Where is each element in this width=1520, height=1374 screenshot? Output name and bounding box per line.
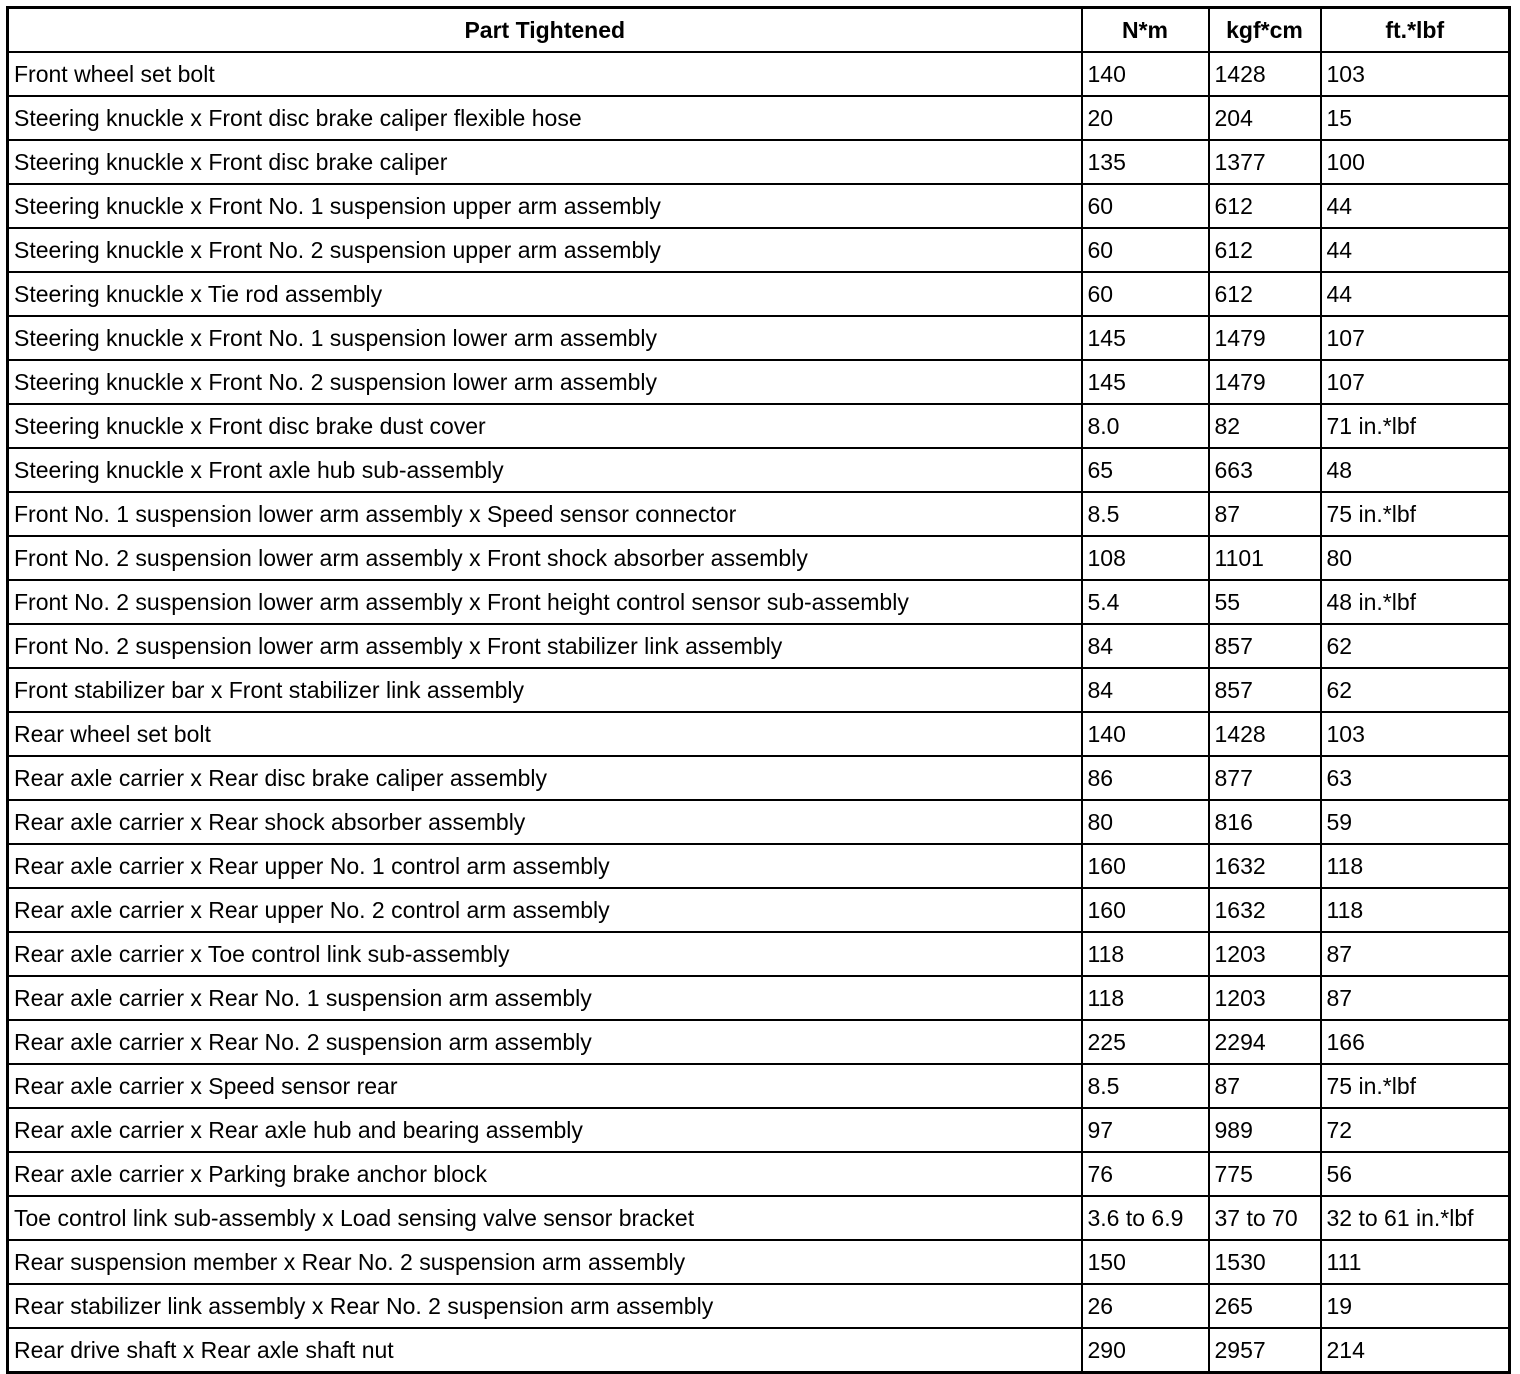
- table-row: [8, 492, 1510, 536]
- cell-ft-lbf: 118: [1321, 888, 1510, 932]
- table-row: [8, 96, 1510, 140]
- cell-newton-meters: 80: [1082, 800, 1209, 844]
- cell-kgf-cm: 857: [1209, 668, 1321, 712]
- table-row: [8, 668, 1510, 712]
- table-row: [8, 1064, 1510, 1108]
- cell-part-tightened: Front No. 2 suspension lower arm assembly x Front stabilizer link assembly: [8, 624, 1082, 668]
- cell-kgf-cm: 2294: [1209, 1020, 1321, 1064]
- cell-part-tightened: Toe control link sub-assembly x Load sensing valve sensor bracket: [8, 1196, 1082, 1240]
- cell-newton-meters: 26: [1082, 1284, 1209, 1328]
- cell-part-tightened: Rear axle carrier x Rear upper No. 2 control arm assembly: [8, 888, 1082, 932]
- cell-ft-lbf: 62: [1321, 624, 1510, 668]
- cell-kgf-cm: 1377: [1209, 140, 1321, 184]
- cell-ft-lbf: 19: [1321, 1284, 1510, 1328]
- cell-newton-meters: 97: [1082, 1108, 1209, 1152]
- cell-ft-lbf: 32 to 61 in.*lbf: [1321, 1196, 1510, 1240]
- cell-kgf-cm: 87: [1209, 492, 1321, 536]
- cell-kgf-cm: 82: [1209, 404, 1321, 448]
- cell-kgf-cm: 612: [1209, 228, 1321, 272]
- cell-ft-lbf: 166: [1321, 1020, 1510, 1064]
- cell-part-tightened: Rear axle carrier x Speed sensor rear: [8, 1064, 1082, 1108]
- cell-newton-meters: 145: [1082, 360, 1209, 404]
- cell-ft-lbf: 44: [1321, 228, 1510, 272]
- table-row: [8, 1152, 1510, 1196]
- cell-ft-lbf: 48: [1321, 448, 1510, 492]
- cell-ft-lbf: 48 in.*lbf: [1321, 580, 1510, 624]
- cell-ft-lbf: 59: [1321, 800, 1510, 844]
- cell-ft-lbf: 71 in.*lbf: [1321, 404, 1510, 448]
- table-row: [8, 1108, 1510, 1152]
- cell-kgf-cm: 87: [1209, 1064, 1321, 1108]
- cell-ft-lbf: 15: [1321, 96, 1510, 140]
- cell-ft-lbf: 87: [1321, 976, 1510, 1020]
- table-row: [8, 404, 1510, 448]
- cell-newton-meters: 108: [1082, 536, 1209, 580]
- cell-kgf-cm: 37 to 70: [1209, 1196, 1321, 1240]
- cell-kgf-cm: 663: [1209, 448, 1321, 492]
- header-part-tightened: Part Tightened: [8, 8, 1082, 53]
- cell-part-tightened: Rear wheel set bolt: [8, 712, 1082, 756]
- cell-part-tightened: Steering knuckle x Tie rod assembly: [8, 272, 1082, 316]
- cell-kgf-cm: 877: [1209, 756, 1321, 800]
- cell-kgf-cm: 265: [1209, 1284, 1321, 1328]
- table-row: [8, 448, 1510, 492]
- cell-newton-meters: 65: [1082, 448, 1209, 492]
- cell-kgf-cm: 1101: [1209, 536, 1321, 580]
- cell-kgf-cm: 1428: [1209, 52, 1321, 96]
- cell-newton-meters: 140: [1082, 712, 1209, 756]
- cell-part-tightened: Steering knuckle x Front disc brake dust cover: [8, 404, 1082, 448]
- cell-newton-meters: 118: [1082, 932, 1209, 976]
- header-ft-lbf: ft.*lbf: [1321, 8, 1510, 53]
- cell-ft-lbf: 63: [1321, 756, 1510, 800]
- cell-kgf-cm: 612: [1209, 272, 1321, 316]
- cell-kgf-cm: 857: [1209, 624, 1321, 668]
- table-row: [8, 580, 1510, 624]
- cell-newton-meters: 160: [1082, 888, 1209, 932]
- cell-part-tightened: Rear axle carrier x Rear axle hub and bearing assembly: [8, 1108, 1082, 1152]
- cell-kgf-cm: 1479: [1209, 360, 1321, 404]
- cell-newton-meters: 5.4: [1082, 580, 1209, 624]
- table-row: [8, 316, 1510, 360]
- table-row: [8, 1240, 1510, 1284]
- cell-ft-lbf: 87: [1321, 932, 1510, 976]
- cell-part-tightened: Front stabilizer bar x Front stabilizer link assembly: [8, 668, 1082, 712]
- cell-kgf-cm: 1632: [1209, 888, 1321, 932]
- table-row: [8, 272, 1510, 316]
- cell-newton-meters: 76: [1082, 1152, 1209, 1196]
- cell-newton-meters: 60: [1082, 272, 1209, 316]
- table-row: [8, 1284, 1510, 1328]
- cell-ft-lbf: 118: [1321, 844, 1510, 888]
- cell-ft-lbf: 72: [1321, 1108, 1510, 1152]
- cell-part-tightened: Steering knuckle x Front No. 1 suspension upper arm assembly: [8, 184, 1082, 228]
- table-row: [8, 1196, 1510, 1240]
- cell-ft-lbf: 44: [1321, 184, 1510, 228]
- cell-ft-lbf: 62: [1321, 668, 1510, 712]
- cell-ft-lbf: 75 in.*lbf: [1321, 1064, 1510, 1108]
- cell-part-tightened: Front No. 2 suspension lower arm assembly x Front height control sensor sub-assembly: [8, 580, 1082, 624]
- cell-ft-lbf: 107: [1321, 316, 1510, 360]
- cell-newton-meters: 135: [1082, 140, 1209, 184]
- cell-kgf-cm: 816: [1209, 800, 1321, 844]
- table-header-row: [8, 8, 1510, 53]
- cell-part-tightened: Rear axle carrier x Parking brake anchor block: [8, 1152, 1082, 1196]
- cell-part-tightened: Rear axle carrier x Rear No. 1 suspension arm assembly: [8, 976, 1082, 1020]
- table-row: [8, 140, 1510, 184]
- table-row: [8, 1020, 1510, 1064]
- cell-kgf-cm: 1632: [1209, 844, 1321, 888]
- cell-ft-lbf: 100: [1321, 140, 1510, 184]
- table-row: [8, 932, 1510, 976]
- cell-kgf-cm: 2957: [1209, 1328, 1321, 1373]
- table-row: [8, 228, 1510, 272]
- cell-kgf-cm: 1203: [1209, 976, 1321, 1020]
- cell-ft-lbf: 44: [1321, 272, 1510, 316]
- table-row: [8, 624, 1510, 668]
- cell-newton-meters: 140: [1082, 52, 1209, 96]
- cell-newton-meters: 225: [1082, 1020, 1209, 1064]
- cell-ft-lbf: 111: [1321, 1240, 1510, 1284]
- cell-part-tightened: Rear drive shaft x Rear axle shaft nut: [8, 1328, 1082, 1373]
- cell-newton-meters: 86: [1082, 756, 1209, 800]
- cell-kgf-cm: 1203: [1209, 932, 1321, 976]
- table-row: [8, 844, 1510, 888]
- cell-newton-meters: 60: [1082, 228, 1209, 272]
- cell-part-tightened: Rear axle carrier x Rear upper No. 1 control arm assembly: [8, 844, 1082, 888]
- cell-part-tightened: Rear axle carrier x Rear disc brake caliper assembly: [8, 756, 1082, 800]
- table-row: [8, 360, 1510, 404]
- cell-kgf-cm: 775: [1209, 1152, 1321, 1196]
- cell-ft-lbf: 103: [1321, 52, 1510, 96]
- table-row: [8, 52, 1510, 96]
- cell-part-tightened: Rear stabilizer link assembly x Rear No. 2 suspension arm assembly: [8, 1284, 1082, 1328]
- cell-kgf-cm: 989: [1209, 1108, 1321, 1152]
- cell-ft-lbf: 56: [1321, 1152, 1510, 1196]
- cell-part-tightened: Rear axle carrier x Rear shock absorber assembly: [8, 800, 1082, 844]
- cell-ft-lbf: 75 in.*lbf: [1321, 492, 1510, 536]
- cell-newton-meters: 118: [1082, 976, 1209, 1020]
- header-kgf-cm: kgf*cm: [1209, 8, 1321, 53]
- cell-ft-lbf: 80: [1321, 536, 1510, 580]
- cell-part-tightened: Rear suspension member x Rear No. 2 suspension arm assembly: [8, 1240, 1082, 1284]
- cell-kgf-cm: 1479: [1209, 316, 1321, 360]
- cell-part-tightened: Rear axle carrier x Toe control link sub-assembly: [8, 932, 1082, 976]
- cell-part-tightened: Steering knuckle x Front axle hub sub-assembly: [8, 448, 1082, 492]
- cell-kgf-cm: 1428: [1209, 712, 1321, 756]
- cell-kgf-cm: 612: [1209, 184, 1321, 228]
- cell-newton-meters: 84: [1082, 668, 1209, 712]
- cell-part-tightened: Front No. 1 suspension lower arm assembly x Speed sensor connector: [8, 492, 1082, 536]
- cell-kgf-cm: 1530: [1209, 1240, 1321, 1284]
- cell-ft-lbf: 107: [1321, 360, 1510, 404]
- cell-ft-lbf: 214: [1321, 1328, 1510, 1373]
- cell-ft-lbf: 103: [1321, 712, 1510, 756]
- cell-part-tightened: Steering knuckle x Front No. 1 suspension lower arm assembly: [8, 316, 1082, 360]
- cell-newton-meters: 20: [1082, 96, 1209, 140]
- cell-part-tightened: Steering knuckle x Front No. 2 suspension lower arm assembly: [8, 360, 1082, 404]
- table-row: [8, 976, 1510, 1020]
- cell-newton-meters: 8.5: [1082, 1064, 1209, 1108]
- table-row: [8, 184, 1510, 228]
- cell-newton-meters: 84: [1082, 624, 1209, 668]
- cell-part-tightened: Steering knuckle x Front disc brake caliper flexible hose: [8, 96, 1082, 140]
- cell-newton-meters: 290: [1082, 1328, 1209, 1373]
- table-row: [8, 536, 1510, 580]
- table-row: [8, 756, 1510, 800]
- cell-newton-meters: 8.0: [1082, 404, 1209, 448]
- cell-part-tightened: Rear axle carrier x Rear No. 2 suspension arm assembly: [8, 1020, 1082, 1064]
- cell-newton-meters: 60: [1082, 184, 1209, 228]
- cell-part-tightened: Steering knuckle x Front No. 2 suspension upper arm assembly: [8, 228, 1082, 272]
- cell-kgf-cm: 204: [1209, 96, 1321, 140]
- cell-newton-meters: 3.6 to 6.9: [1082, 1196, 1209, 1240]
- cell-part-tightened: Steering knuckle x Front disc brake caliper: [8, 140, 1082, 184]
- table-row: [8, 800, 1510, 844]
- cell-part-tightened: Front wheel set bolt: [8, 52, 1082, 96]
- table-row: [8, 712, 1510, 756]
- table-row: [8, 888, 1510, 932]
- cell-newton-meters: 145: [1082, 316, 1209, 360]
- torque-specification-table: [6, 6, 1511, 1374]
- cell-newton-meters: 160: [1082, 844, 1209, 888]
- cell-newton-meters: 8.5: [1082, 492, 1209, 536]
- header-newton-meters: N*m: [1082, 8, 1209, 53]
- cell-kgf-cm: 55: [1209, 580, 1321, 624]
- table-row: [8, 1328, 1510, 1373]
- cell-part-tightened: Front No. 2 suspension lower arm assembly x Front shock absorber assembly: [8, 536, 1082, 580]
- cell-newton-meters: 150: [1082, 1240, 1209, 1284]
